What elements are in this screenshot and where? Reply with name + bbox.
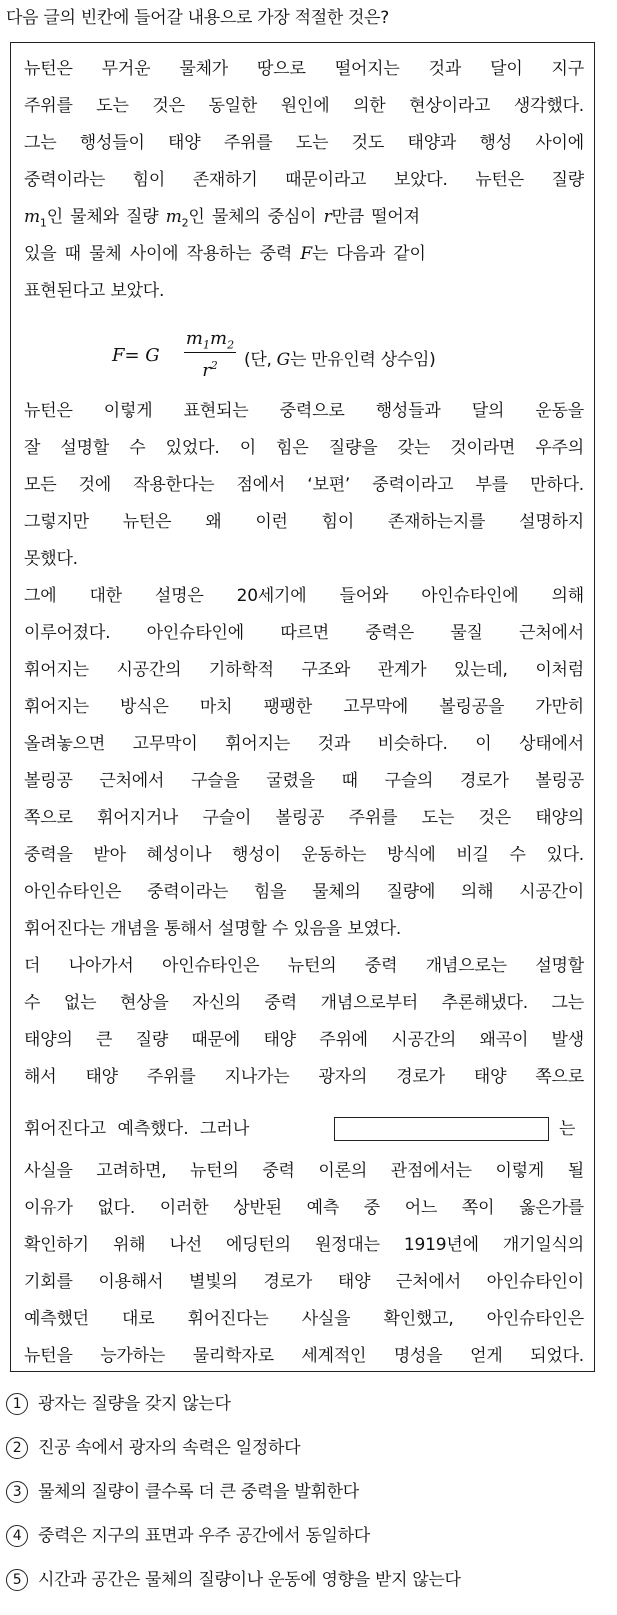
answer-blank xyxy=(334,1117,549,1141)
choice-text: 물체의 질량이 클수록 더 큰 중력을 발휘한다 xyxy=(38,1482,359,1502)
passage-line: 해서 태양 주위를 지나가는 광자의 경로가 태양 쪽으로 xyxy=(24,1067,584,1087)
passage-line-force: 있을 때 물체 사이에 작용하는 중력 F는 다음과 같이 xyxy=(24,244,426,264)
passage-line: 예측했던 대로 휘어진다는 사실을 확인했고, 아인슈타인은 xyxy=(24,1309,584,1329)
choice-number-circle: 3 xyxy=(6,1481,28,1503)
passage-line-mass: $m_1$인 물체와 질량 $m_2$인 물체의 중심이 r만큼 떨어져 xyxy=(24,207,420,230)
choice-text: 중력은 지구의 표면과 우주 공간에서 동일하다 xyxy=(38,1526,370,1546)
passage-line: 중력이라는 힘이 존재하기 때문이라고 보았다. 뉴턴은 질량 xyxy=(24,170,584,190)
passage-line: 더 나아가서 아인슈타인은 뉴턴의 중력 개념으로는 설명할 xyxy=(24,956,584,976)
choice-4[interactable] xyxy=(6,1514,611,1558)
passage-line: 볼링공 근처에서 구슬을 굴렸을 때 구슬의 경로가 볼링공 xyxy=(24,771,584,791)
passage-line-blank: 휘어진다고 예측했다. 그러나 는 xyxy=(24,1119,576,1139)
choice-2[interactable] xyxy=(6,1426,611,1470)
passage-line: 아인슈타인은 중력이라는 힘을 물체의 질량에 의해 시공간이 xyxy=(24,882,584,902)
passage-line: 휘어진다는 개념을 통해서 설명할 수 있음을 보였다. xyxy=(24,919,402,939)
passage-line: 잘 설명할 수 있었다. 이 힘은 질량을 갖는 것이라면 우주의 xyxy=(24,438,584,458)
formula-note: (단, G는 만유인력 상수임) xyxy=(244,350,436,370)
passage-line: 그는 행성들이 태양 주위를 도는 것도 태양과 행성 사이에 xyxy=(24,133,584,153)
passage-line: 주위를 도는 것은 동일한 원인에 의한 현상이라고 생각했다. xyxy=(24,96,584,116)
question-prompt: 다음 글의 빈칸에 들어갈 내용으로 가장 적절한 것은? xyxy=(6,8,390,28)
gravity-formula xyxy=(112,326,532,386)
passage-line: 이유가 없다. 이러한 상반된 예측 중 어느 쪽이 옳은가를 xyxy=(24,1198,584,1218)
passage-line: 뉴턴은 무거운 물체가 땅으로 떨어지는 것과 달이 지구 xyxy=(24,59,584,79)
choice-text: 광자는 질량을 갖지 않는다 xyxy=(38,1394,231,1414)
passage-line: 수 없는 현상을 자신의 중력 개념으로부터 추론해냈다. 그는 xyxy=(24,993,584,1013)
passage-line: 태양의 큰 질량 때문에 태양 주위에 시공간의 왜곡이 발생 xyxy=(24,1030,584,1050)
choice-number-circle: 5 xyxy=(6,1569,28,1591)
passage-line: 올려놓으면 고무막이 휘어지는 것과 비슷하다. 이 상태에서 xyxy=(24,734,584,754)
passage-line: 이루어졌다. 아인슈타인에 따르면 중력은 물질 근처에서 xyxy=(24,623,584,643)
passage-line: 모든 것에 작용한다는 점에서 ‘보편’ 중력이라고 부를 만하다. xyxy=(24,475,584,495)
passage-line: 기회를 이용해서 별빛의 경로가 태양 근처에서 아인슈타인이 xyxy=(24,1272,584,1292)
passage-line: 못했다. xyxy=(24,549,78,569)
choice-number-circle: 2 xyxy=(6,1437,28,1459)
choice-number-circle: 4 xyxy=(6,1525,28,1547)
choice-1[interactable] xyxy=(6,1382,611,1426)
choice-text: 시간과 공간은 물체의 질량이나 운동에 영향을 받지 않는다 xyxy=(38,1570,461,1590)
choice-5[interactable] xyxy=(6,1558,611,1602)
formula-fraction: $m_1m_2$ $r^2$ xyxy=(185,328,235,381)
passage-line: 휘어지는 방식은 마치 팽팽한 고무막에 볼링공을 가만히 xyxy=(24,697,584,717)
passage-line: 쪽으로 휘어지거나 구슬이 볼링공 주위를 도는 것은 태양의 xyxy=(24,808,584,828)
passage-line: 뉴턴을 능가하는 물리학자로 세계적인 명성을 얻게 되었다. xyxy=(24,1346,584,1366)
answer-choices xyxy=(6,1382,611,1602)
passage-line: 중력을 받아 혜성이나 행성이 운동하는 방식에 비길 수 있다. xyxy=(24,845,584,865)
passage-line: 그렇지만 뉴턴은 왜 이런 힘이 존재하는지를 설명하지 xyxy=(24,512,584,532)
passage-line: 뉴턴은 이렇게 표현되는 중력으로 행성들과 달의 운동을 xyxy=(24,401,584,421)
choice-text: 진공 속에서 광자의 속력은 일정하다 xyxy=(38,1438,301,1458)
passage-line: 사실을 고려하면, 뉴턴의 중력 이론의 관점에서는 이렇게 될 xyxy=(24,1161,584,1181)
passage-line: 휘어지는 시공간의 기하학적 구조와 관계가 있는데, 이처럼 xyxy=(24,660,584,680)
formula-lhs: F= G xyxy=(112,345,160,366)
passage-line: 확인하기 위해 나선 에딩턴의 원정대는 1919년에 개기일식의 xyxy=(24,1235,584,1255)
passage-line: 그에 대한 설명은 20세기에 들어와 아인슈타인에 의해 xyxy=(24,586,584,606)
passage-line: 표현된다고 보았다. xyxy=(24,281,165,301)
choice-number-circle: 1 xyxy=(6,1393,28,1415)
choice-3[interactable] xyxy=(6,1470,611,1514)
